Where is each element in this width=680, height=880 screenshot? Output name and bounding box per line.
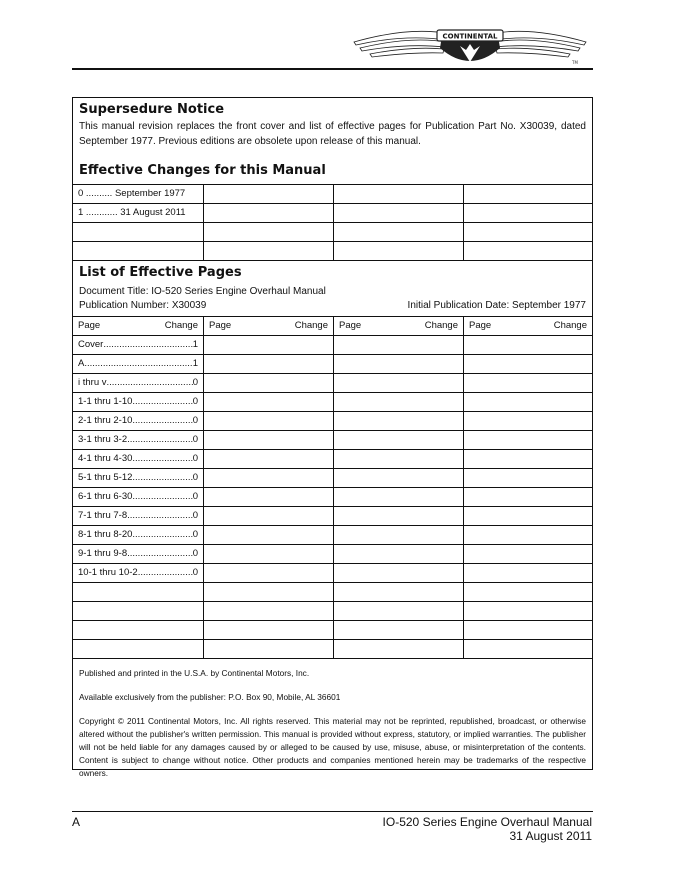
- dot-leader: [132, 415, 192, 426]
- page-cell: [73, 621, 203, 639]
- page-cell: [73, 374, 203, 392]
- page-cell: [333, 488, 463, 506]
- change-number: 0: [192, 434, 198, 445]
- changes-cell: [463, 204, 592, 222]
- changes-cell: [463, 223, 592, 241]
- footer-manual-info: [383, 815, 592, 843]
- table-row: [73, 184, 592, 203]
- page-cell: [73, 602, 203, 620]
- changes-cell: [203, 223, 333, 241]
- page-cell: [463, 355, 592, 373]
- table-row: [73, 506, 592, 525]
- page-cell: [333, 469, 463, 487]
- footer-manual-title: IO-520 Series Engine Overhaul Manual: [382, 815, 592, 829]
- changes-cell: [203, 185, 333, 203]
- document-title: Document Title: IO-520 Series Engine Overhaul Manual: [79, 286, 326, 297]
- change-number: 1: [192, 358, 198, 369]
- page-cell: [203, 355, 333, 373]
- page-cell: [73, 526, 203, 544]
- initial-publication-date: Initial Publication Date: September 1977: [407, 300, 586, 311]
- dot-leader: [138, 567, 193, 578]
- document-title-line: [73, 285, 592, 299]
- page-cell: [203, 412, 333, 430]
- page-cell: [333, 526, 463, 544]
- page-cell: [203, 431, 333, 449]
- dot-leader: [127, 510, 193, 521]
- change-number: 0: [192, 567, 198, 578]
- page-range: 4-1 thru 4-30: [78, 453, 133, 464]
- table-row: [73, 392, 592, 411]
- changes-cell: [333, 242, 463, 260]
- column-header: Page Change: [78, 320, 198, 331]
- dot-leader: [132, 453, 192, 464]
- change-number: 0: [192, 491, 198, 502]
- table-row: [73, 411, 592, 430]
- page-range: A: [78, 358, 85, 369]
- page-cell: [463, 602, 592, 620]
- page-cell: [463, 450, 592, 468]
- page-range: 1-1 thru 1-10: [78, 396, 133, 407]
- page-cell: [463, 374, 592, 392]
- page-cell: [463, 469, 592, 487]
- dot-leader: [132, 529, 192, 540]
- table-row: [73, 601, 592, 620]
- table-row: [73, 639, 592, 658]
- page-cell: [333, 336, 463, 354]
- column-header: Page Change: [333, 317, 463, 335]
- page-cell: [73, 583, 203, 601]
- page-cell: [333, 507, 463, 525]
- page-cell: [203, 469, 333, 487]
- publication-number: Publication Number: X30039: [79, 300, 207, 311]
- table-row: [73, 222, 592, 241]
- change-number: 0: [192, 529, 198, 540]
- change-number: 1: [192, 339, 198, 350]
- page-cell: [463, 640, 592, 658]
- page-cell: [333, 621, 463, 639]
- page-cell: [203, 507, 333, 525]
- page-range: 10-1 thru 10-2: [78, 567, 138, 578]
- page-cell: [73, 545, 203, 563]
- changes-cell: [203, 204, 333, 222]
- dot-leader: [132, 491, 192, 502]
- page-cell: [333, 583, 463, 601]
- table-row: [73, 430, 592, 449]
- page-cell: [203, 526, 333, 544]
- available-note: Available exclusively from the publisher: P.O. Box 90, Mobile, AL 36601: [79, 692, 341, 702]
- change-number: 0: [192, 415, 198, 426]
- page-cell: [203, 564, 333, 582]
- logo-brand-text: CONTINENTAL: [442, 32, 498, 41]
- page-cell: [333, 545, 463, 563]
- change-number: 0: [192, 548, 198, 559]
- page-cell: [203, 545, 333, 563]
- changes-cell: [333, 223, 463, 241]
- page-cell: [73, 507, 203, 525]
- dot-leader: [103, 339, 192, 350]
- changes-cell: [73, 242, 203, 260]
- page-range: i thru v: [78, 377, 107, 388]
- changes-table: [73, 184, 592, 260]
- page-cell: [203, 450, 333, 468]
- table-row: [73, 449, 592, 468]
- page-cell: [73, 564, 203, 582]
- table-row: [73, 487, 592, 506]
- page-range: 2-1 thru 2-10: [78, 415, 133, 426]
- continental-logo: [350, 18, 590, 74]
- effective-changes-title: Effective Changes for this Manual: [79, 163, 326, 178]
- page-cell: [333, 640, 463, 658]
- table-row: [73, 468, 592, 487]
- page-cell: [203, 583, 333, 601]
- content-box: [72, 97, 593, 778]
- page-range: 8-1 thru 8-20: [78, 529, 133, 540]
- supersedure-title: Supersedure Notice: [79, 102, 225, 117]
- dot-leader: [127, 434, 193, 445]
- page-cell: [73, 431, 203, 449]
- dot-leader: [84, 358, 192, 369]
- column-header: Page Change: [463, 317, 592, 335]
- trademark-text: TM: [572, 60, 578, 65]
- page-cell: [333, 564, 463, 582]
- page-cell: [203, 336, 333, 354]
- table-row: [73, 525, 592, 544]
- page-cell: [463, 583, 592, 601]
- page-range: 3-1 thru 3-2: [78, 434, 128, 445]
- effective-pages-table: [73, 316, 592, 658]
- changes-cell: 0 .......... September 1977: [78, 188, 186, 199]
- page-range: 6-1 thru 6-30: [78, 491, 133, 502]
- effective-pages-title: List of Effective Pages: [79, 265, 242, 280]
- page-range: 9-1 thru 9-8: [78, 548, 128, 559]
- changes-cell: [333, 185, 463, 203]
- header-rule: [72, 68, 593, 70]
- page-range: 7-1 thru 7-8: [78, 510, 128, 521]
- supersedure-text: This manual revision replaces the front cover and list of effective pages for Publication Part No. X30039, dated September 1977. Previous editions are obsolete upon release of this manual.: [79, 121, 586, 147]
- table-row: [73, 354, 592, 373]
- change-number: 0: [192, 510, 198, 521]
- page-cell: [333, 412, 463, 430]
- column-header: Page Change: [203, 317, 333, 335]
- page-cell: [333, 450, 463, 468]
- page-cell: [73, 393, 203, 411]
- page-cell: [203, 393, 333, 411]
- page-cell: [73, 640, 203, 658]
- table-row: [73, 373, 592, 392]
- page-cell: [463, 488, 592, 506]
- page-cell: [73, 469, 203, 487]
- page-cell: [463, 431, 592, 449]
- page-cell: [203, 602, 333, 620]
- page-cell: [73, 488, 203, 506]
- page-cell: [463, 336, 592, 354]
- page-cell: [73, 355, 203, 373]
- change-number: 0: [192, 377, 198, 388]
- page-cell: [73, 336, 203, 354]
- page-cell: [333, 602, 463, 620]
- page-cell: [203, 488, 333, 506]
- change-number: 0: [192, 472, 198, 483]
- table-row: [73, 544, 592, 563]
- table-row: [73, 241, 592, 260]
- page-cell: [463, 545, 592, 563]
- changes-cell: [203, 242, 333, 260]
- table-row: [73, 203, 592, 222]
- changes-cell: [463, 242, 592, 260]
- page-cell: [73, 412, 203, 430]
- page-cell: [463, 564, 592, 582]
- page-cell: [463, 621, 592, 639]
- page-cell: [463, 526, 592, 544]
- page-number: A: [72, 815, 81, 829]
- publisher-notes: [73, 658, 592, 780]
- page-cell: [73, 450, 203, 468]
- changes-cell: [73, 223, 203, 241]
- table-row: [73, 335, 592, 354]
- table-row: [73, 620, 592, 639]
- footer-rule: [72, 811, 593, 812]
- page-cell: [333, 431, 463, 449]
- changes-cell: [333, 204, 463, 222]
- page-cell: [333, 393, 463, 411]
- published-note: Published and printed in the U.S.A. by Continental Motors, Inc.: [79, 668, 310, 678]
- table-row: [73, 563, 592, 582]
- page-range: Cover: [78, 339, 104, 350]
- dot-leader: [132, 396, 192, 407]
- page-cell: [463, 412, 592, 430]
- dot-leader: [132, 472, 192, 483]
- change-number: 0: [192, 453, 198, 464]
- dot-leader: [107, 377, 193, 388]
- change-number: 0: [192, 396, 198, 407]
- page-cell: [203, 374, 333, 392]
- publication-line: [73, 299, 592, 316]
- page-range: 5-1 thru 5-12: [78, 472, 133, 483]
- table-header-row: [73, 316, 592, 335]
- table-row: [73, 582, 592, 601]
- changes-cell: 1 ............ 31 August 2011: [78, 207, 186, 218]
- page-cell: [463, 507, 592, 525]
- page-cell: [203, 640, 333, 658]
- copyright-note: Copyright © 2011 Continental Motors, Inc. All rights reserved. This material may not be reprinted, republished, broadcast, or otherwise altered without the publisher's written permission. This manual is provided without express, statutory, or implied warranties. The publisher will not be held liable for any damages caused by or alleged to be caused by use, misuse, abuse, or misinterpretation of the contents. Content is subject to change without notice. Other products and companies mentioned herein may be trademarks of the respective owners.: [79, 716, 586, 778]
- page-cell: [333, 374, 463, 392]
- page-cell: [203, 621, 333, 639]
- dot-leader: [127, 548, 193, 559]
- page-cell: [463, 393, 592, 411]
- footer-date: 31 August 2011: [509, 829, 592, 843]
- changes-cell: [463, 185, 592, 203]
- page-cell: [333, 355, 463, 373]
